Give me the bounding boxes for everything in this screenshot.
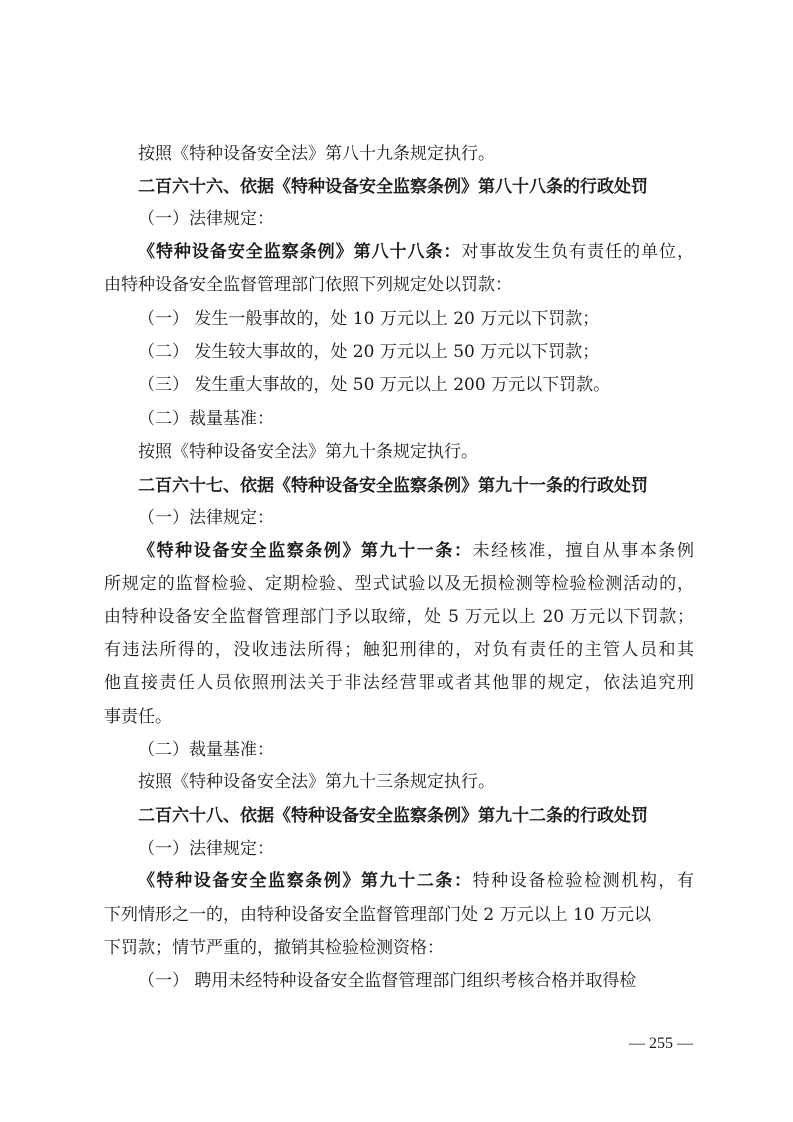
text-line: （一）法律规定：	[138, 839, 274, 859]
text-line: （一） 发生一般事故的，处 10 万元以上 20 万元以下罚款；	[138, 309, 600, 329]
article-text: 对事故发生负有责任的单位，	[461, 242, 695, 262]
text-line: （一）法律规定：	[138, 209, 274, 229]
text-line	[138, 242, 694, 262]
article-reference: 《特种设备安全监察条例》第九十一条：	[138, 541, 473, 561]
text-line: （三） 发生重大事故的，处 50 万元以上 200 万元以下罚款。	[138, 375, 611, 395]
text-line: （一） 聘用未经特种设备安全监督管理部门组织考核合格并取得检	[138, 971, 637, 991]
text-line: 按照《特种设备安全法》第九十三条规定执行。	[138, 772, 495, 792]
text-line	[138, 871, 694, 891]
text-line	[138, 541, 694, 561]
text-line: 所规定的监督检验、定期检验、型式试验以及无损检测等检验检测活动的，	[104, 574, 694, 594]
text-line: 按照《特种设备安全法》第九十条规定执行。	[138, 442, 478, 462]
text-line: 按照《特种设备安全法》第八十九条规定执行。	[138, 144, 495, 164]
text-line: 二百六十六、依据《特种设备安全监察条例》第八十八条的行政处罚	[138, 177, 648, 197]
text-line: 他直接责任人员依照刑法关于非法经营罪或者其他罪的规定，依法追究刑	[104, 673, 694, 693]
article-text: 特种设备检验检测机构，有	[472, 871, 695, 891]
text-line: 有违法所得的，没收违法所得；触犯刑律的，对负有责任的主管人员和其	[104, 640, 694, 660]
article-reference: 《特种设备安全监察条例》第九十二条：	[138, 871, 473, 891]
article-reference: 《特种设备安全监察条例》第八十八条：	[138, 242, 462, 262]
text-line: 事责任。	[104, 707, 172, 727]
text-line: （二）裁量基准：	[138, 740, 274, 760]
article-text: 未经核准，擅自从事本条例	[472, 541, 695, 561]
text-line: 由特种设备安全监督管理部门依照下列规定处以罚款：	[104, 275, 512, 295]
text-line: 二百六十八、依据《特种设备安全监察条例》第九十二条的行政处罚	[138, 806, 648, 826]
text-line: （二） 发生较大事故的，处 20 万元以上 50 万元以下罚款；	[138, 342, 600, 362]
text-line: （一）法律规定：	[138, 508, 274, 528]
text-line: 下列情形之一的，由特种设备安全监督管理部门处 2 万元以上 10 万元以	[104, 905, 652, 925]
text-line: 下罚款；情节严重的，撤销其检验检测资格：	[104, 938, 444, 958]
text-line: （二）裁量基准：	[138, 409, 274, 429]
text-line: 二百六十七、依据《特种设备安全监察条例》第九十一条的行政处罚	[138, 476, 648, 496]
text-line: 由特种设备安全监督管理部门予以取缔，处 5 万元以上 20 万元以下罚款；	[104, 607, 694, 627]
page-number: — 255 —	[629, 1035, 693, 1052]
